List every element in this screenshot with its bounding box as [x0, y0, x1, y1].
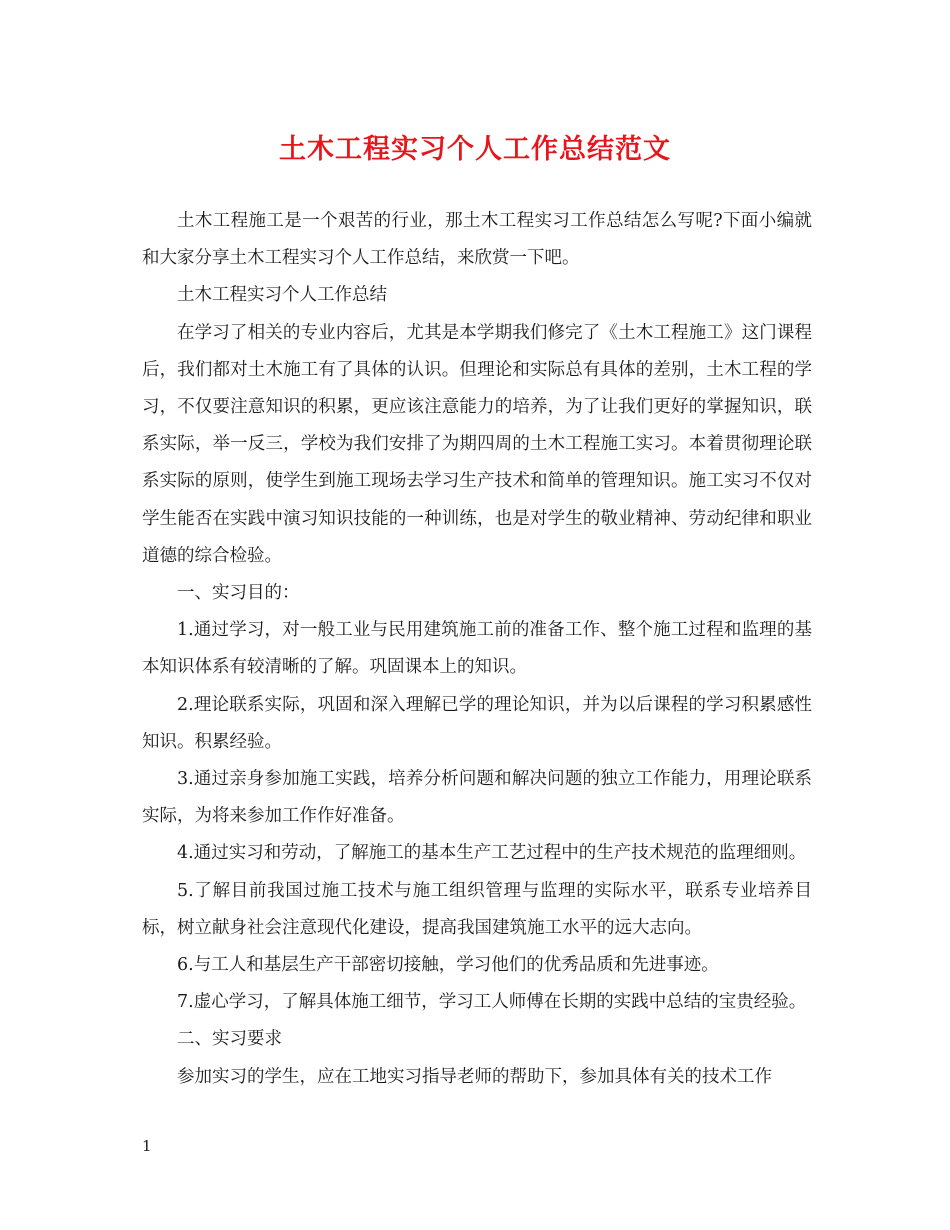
paragraph-main: 在学习了相关的专业内容后，尤其是本学期我们修完了《土木工程施工》这门课程后，我们都对土木施工有了具体的认识。但理论和实际总有具体的差别，土木工程的学习，不仅要注意知识的积累，更应该注意能力的培养，为了让我们更好的掌握知识，联系实际，举一反三，学校为我们安排了为期四周的土木工程施工实习。本着贯彻理论联系实际的原则，使学生到施工现场去学习生产技术和简单的管理知识。施工实习不仅对学生能否在实践中演习知识技能的一种训练，也是对学生的敬业精神、劳动纪律和职业道德的综合检验。 [142, 322, 812, 566]
list-item-7: 7.虚心学习，了解具体施工细节，学习工人师傅在长期的实践中总结的宝贵经验。 [177, 992, 807, 1013]
document-body [142, 203, 812, 1096]
paragraph-subtitle: 土木工程实习个人工作总结 [177, 285, 387, 306]
paragraph-intro: 土木工程施工是一个艰苦的行业，那土木工程实习工作总结怎么写呢?下面小编就和大家分享土木工程实习个人工作总结，来欣赏一下吧。 [142, 211, 812, 269]
list-item-3: 3.通过亲身参加施工实践，培养分析问题和解决问题的独立工作能力，用理论联系实际，为将来参加工作作好准备。 [142, 769, 812, 827]
list-item-6: 6.与工人和基层生产干部密切接触，学习他们的优秀品质和先进事迹。 [177, 955, 719, 976]
section-heading-purpose: 一、实习目的： [177, 583, 300, 604]
list-item-1: 1.通过学习，对一般工业与民用建筑施工前的准备工作、整个施工过程和监理的基本知识体系有较清晰的了解。巩固课本上的知识。 [142, 620, 812, 678]
section-heading-requirements: 二、实习要求 [177, 1029, 282, 1050]
list-item-5: 5.了解目前我国过施工技术与施工组织管理与监理的实际水平，联系专业培养目标，树立献身社会注意现代化建设，提高我国建筑施工水平的远大志向。 [142, 880, 812, 938]
paragraph-requirements: 参加实习的学生，应在工地实习指导老师的帮助下，参加具体有关的技术工作 [177, 1066, 772, 1087]
document-title: 土木工程实习个人工作总结范文 [279, 134, 671, 165]
page-number: 1 [142, 1137, 152, 1155]
list-item-2: 2.理论联系实际，巩固和深入理解已学的理论知识，并为以后课程的学习积累感性知识。积累经验。 [142, 694, 812, 752]
list-item-4: 4.通过实习和劳动，了解施工的基本生产工艺过程中的生产技术规范的监理细则。 [177, 843, 807, 864]
